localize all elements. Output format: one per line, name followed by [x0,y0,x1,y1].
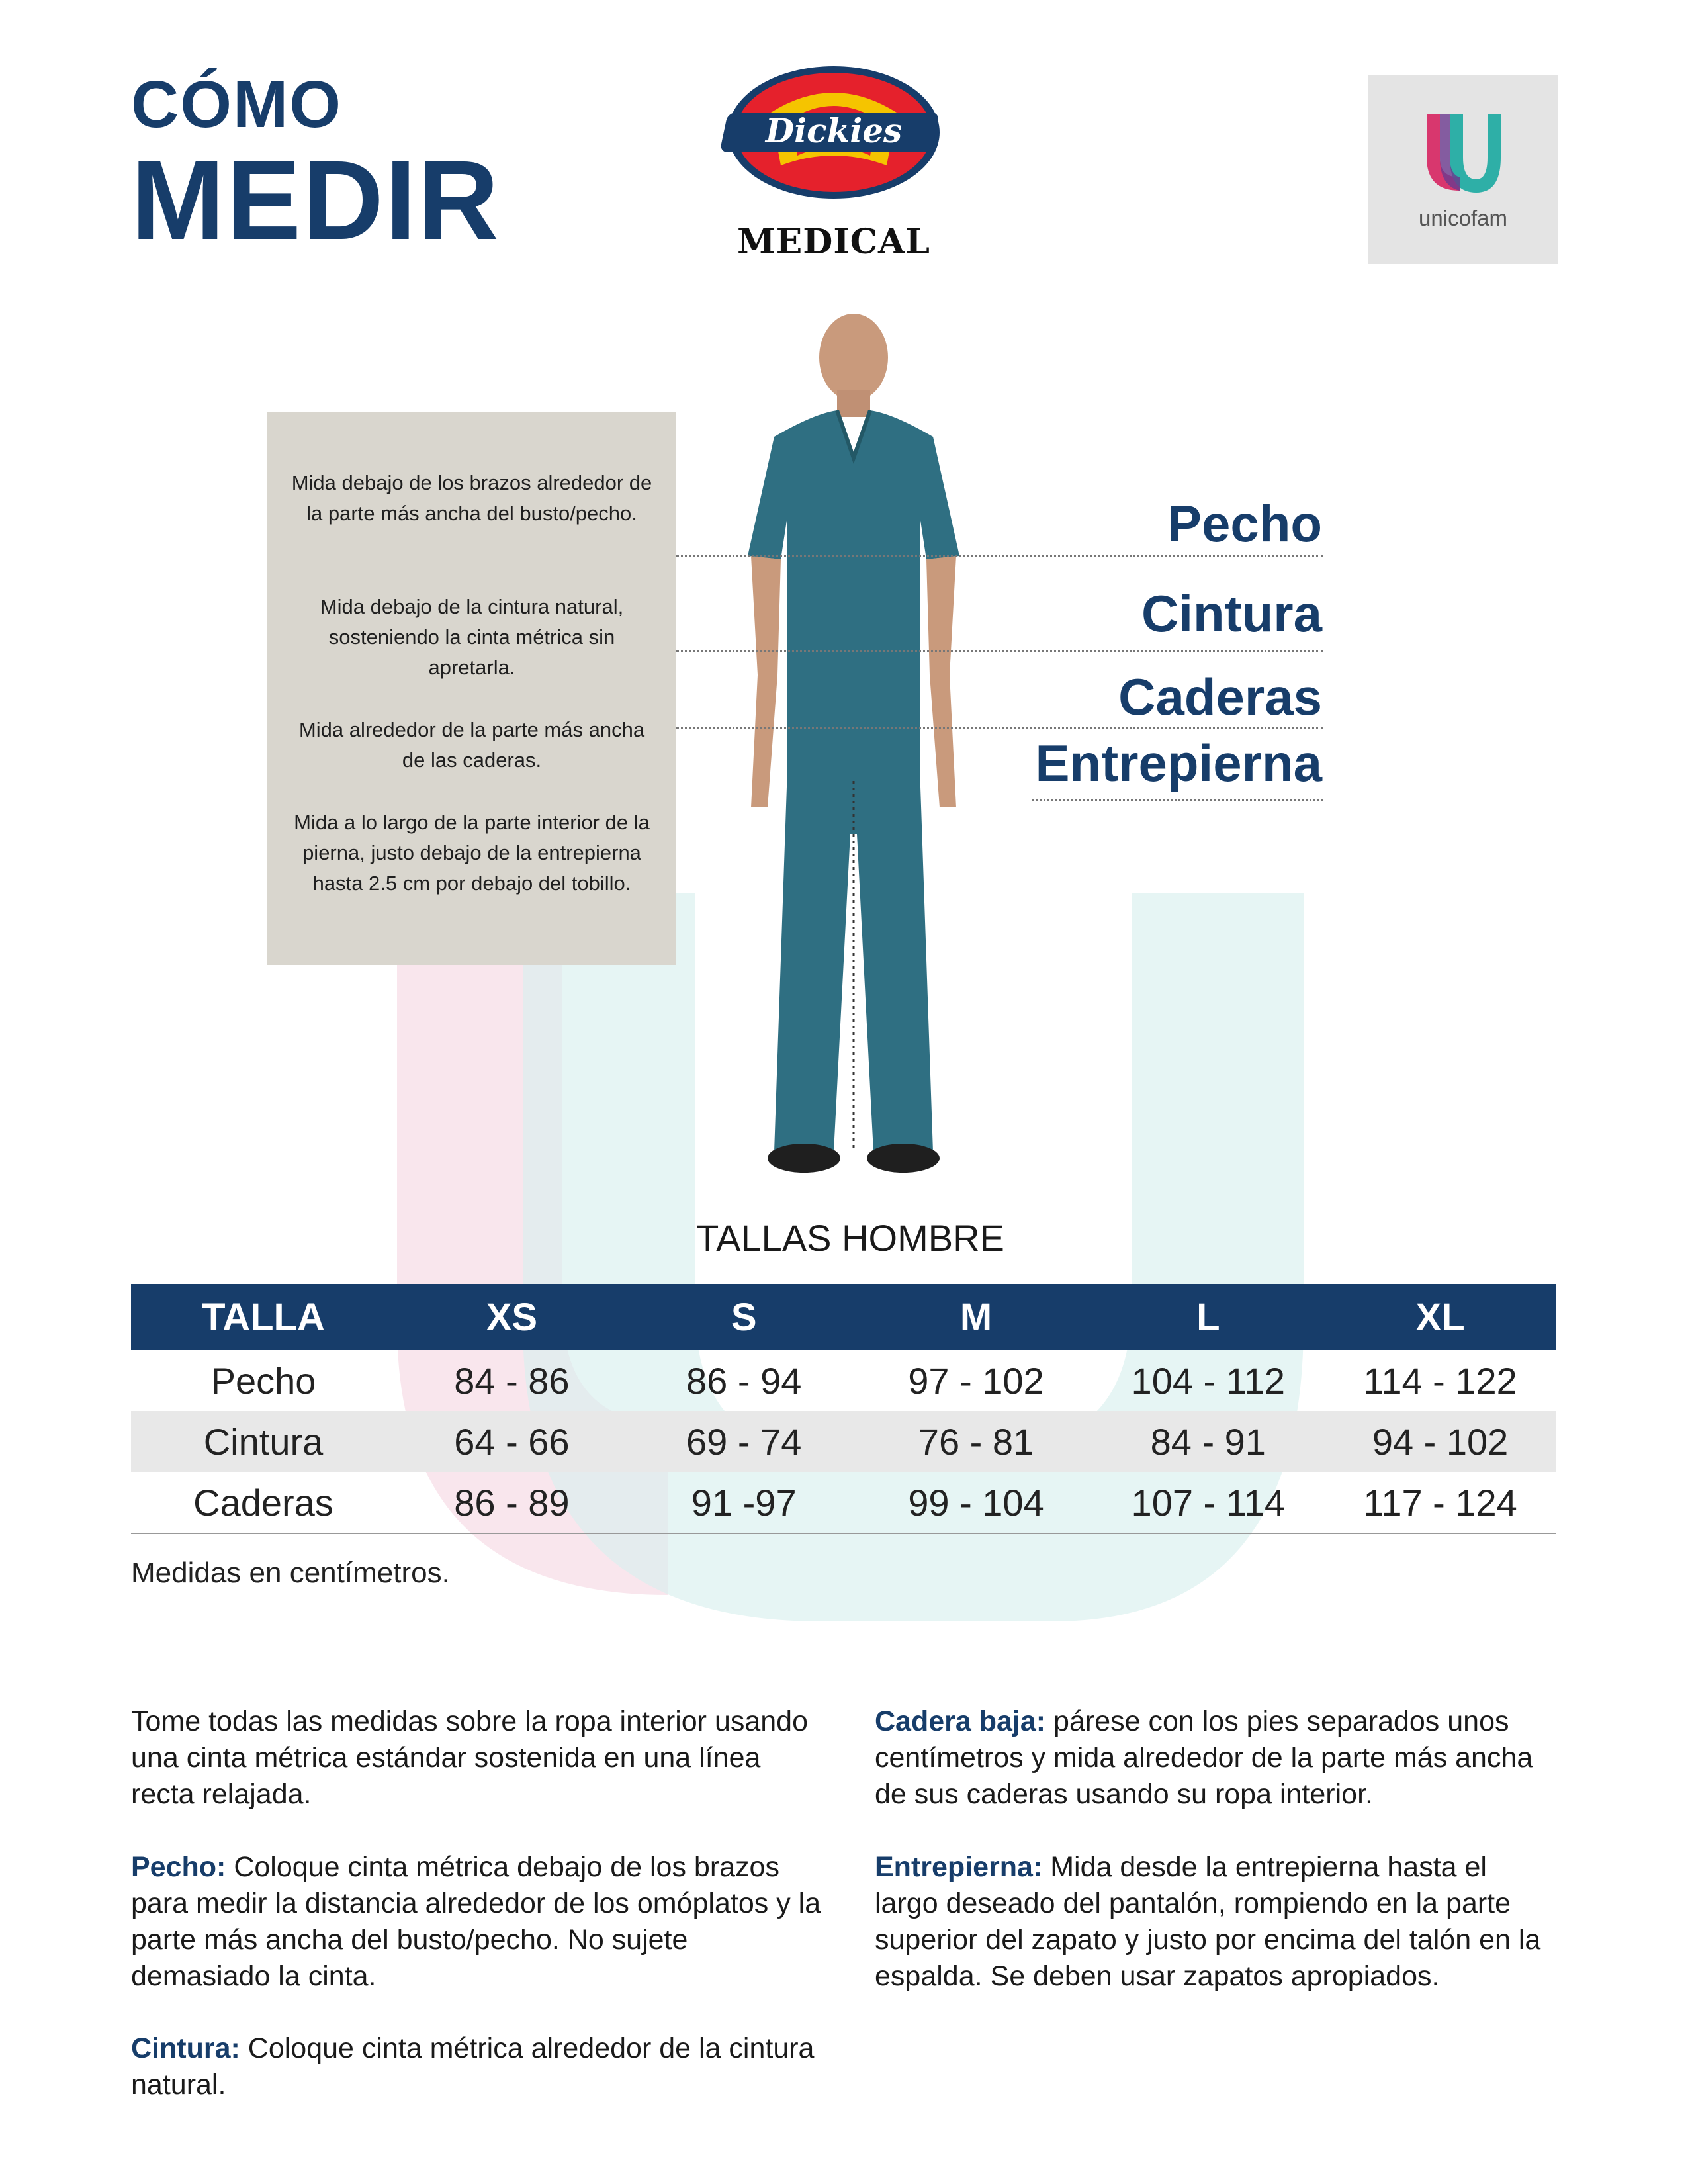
unicofam-wordmark: unicofam [1419,206,1507,230]
table-row [131,1350,1556,1411]
header-cell: XS [486,1295,538,1339]
inseam-instructions [875,1849,1556,1995]
table-cell: 114 - 122 [1363,1359,1517,1402]
waist-guide-line [676,650,1323,652]
table-cell: 94 - 102 [1372,1420,1509,1463]
header-cell: TALLA [202,1295,325,1339]
page-title-line-1: CÓMO [131,68,343,142]
chest-guide-line [676,555,1323,557]
header-cell: L [1196,1295,1220,1339]
paragraph-text: Mida desde la entrepierna hasta el largo deseado del pantalón, rompiendo en la parte superior del zapato y justo por encima del talón en la espalda. Se deben usar zapatos apropiados. [875,1851,1541,1992]
table-cell: 104 - 112 [1131,1359,1286,1402]
keyword-inseam: Entrepierna: [875,1851,1043,1883]
table-cell: 91 -97 [691,1481,797,1524]
table-cell: 99 - 104 [908,1481,1044,1524]
header-cell: M [959,1295,993,1339]
header-cell: XL [1415,1295,1465,1339]
table-cell: 64 - 66 [454,1420,570,1463]
instruction-chest: Mida debajo de los brazos alrededor de la parte más ancha del busto/pecho. [291,471,652,525]
label-inseam: Entrepierna [1035,734,1322,792]
table-header-row [131,1284,1556,1350]
instruction-inseam: Mida a lo largo de la parte interior de la pierna, justo debajo de la entrepierna hasta 2.5 cm por debajo del tobillo. [294,811,650,895]
table-cell: 84 - 91 [1150,1420,1266,1463]
hips-guide-line [676,727,1323,729]
inseam-guide-line [1032,799,1323,801]
table-row [131,1411,1556,1472]
table-cell: 84 - 86 [454,1359,570,1402]
paragraph-text: párese con los pies separados unos centímetros y mida alrededor de la parte más ancha de sus caderas usando su ropa interior. [875,1706,1533,1810]
table-bottom-rule [131,1533,1556,1534]
low-hip-instructions [875,1704,1556,1813]
header-cell: S [731,1295,757,1339]
model-figure [695,304,1012,1178]
general-instructions [131,1704,826,1813]
row-label: Caderas [193,1481,333,1524]
table-cell: 76 - 81 [918,1420,1034,1463]
table-cell: 107 - 114 [1131,1481,1286,1524]
waist-instructions [131,2030,826,2103]
size-table [131,1284,1556,1534]
keyword-chest: Pecho: [131,1851,226,1883]
table-row [131,1472,1556,1533]
brand-subtitle: MEDICAL [737,222,930,262]
label-chest: Pecho [1167,494,1322,553]
label-hips: Caderas [1118,668,1322,726]
paragraph-text: Tome todas las medidas sobre la ropa interior usando una cinta métrica estándar sostenida en una línea recta relajada. [131,1706,809,1810]
label-waist: Cintura [1141,584,1322,643]
keyword-low-hip: Cadera baja: [875,1706,1046,1737]
table-cell: 86 - 94 [686,1359,802,1402]
keyword-waist: Cintura: [131,2032,240,2064]
unicofam-logo [1368,75,1558,264]
svg-text:Dickies: Dickies [765,111,903,150]
instruction-hips: Mida alrededor de la parte más ancha de las caderas. [298,718,645,772]
row-label: Cintura [203,1420,324,1463]
table-cell: 86 - 89 [454,1481,570,1524]
row-label: Pecho [210,1359,316,1402]
instruction-waist: Mida debajo de la cintura natural, sosteniendo la cinta métrica sin apretarla. [320,595,624,679]
unicofam-u-icon [1420,108,1506,194]
paragraph-text: Coloque cinta métrica alrededor de la cintura natural. [131,2032,815,2101]
paragraph-text: Coloque cinta métrica debajo de los brazos para medir la distancia alrededor de los omóplatos y la parte más ancha del busto/pecho. No sujete demasiado la cinta. [131,1851,821,1992]
size-table-title: TALLAS HOMBRE [696,1217,1004,1259]
table-cell: 69 - 74 [686,1420,802,1463]
page-title-line-2: MEDIR [131,138,500,263]
table-cell: 97 - 102 [908,1359,1044,1402]
units-note: Medidas en centímetros. [131,1557,450,1589]
instructions-box [267,412,676,965]
chest-instructions [131,1849,826,1995]
table-cell: 117 - 124 [1363,1481,1517,1524]
